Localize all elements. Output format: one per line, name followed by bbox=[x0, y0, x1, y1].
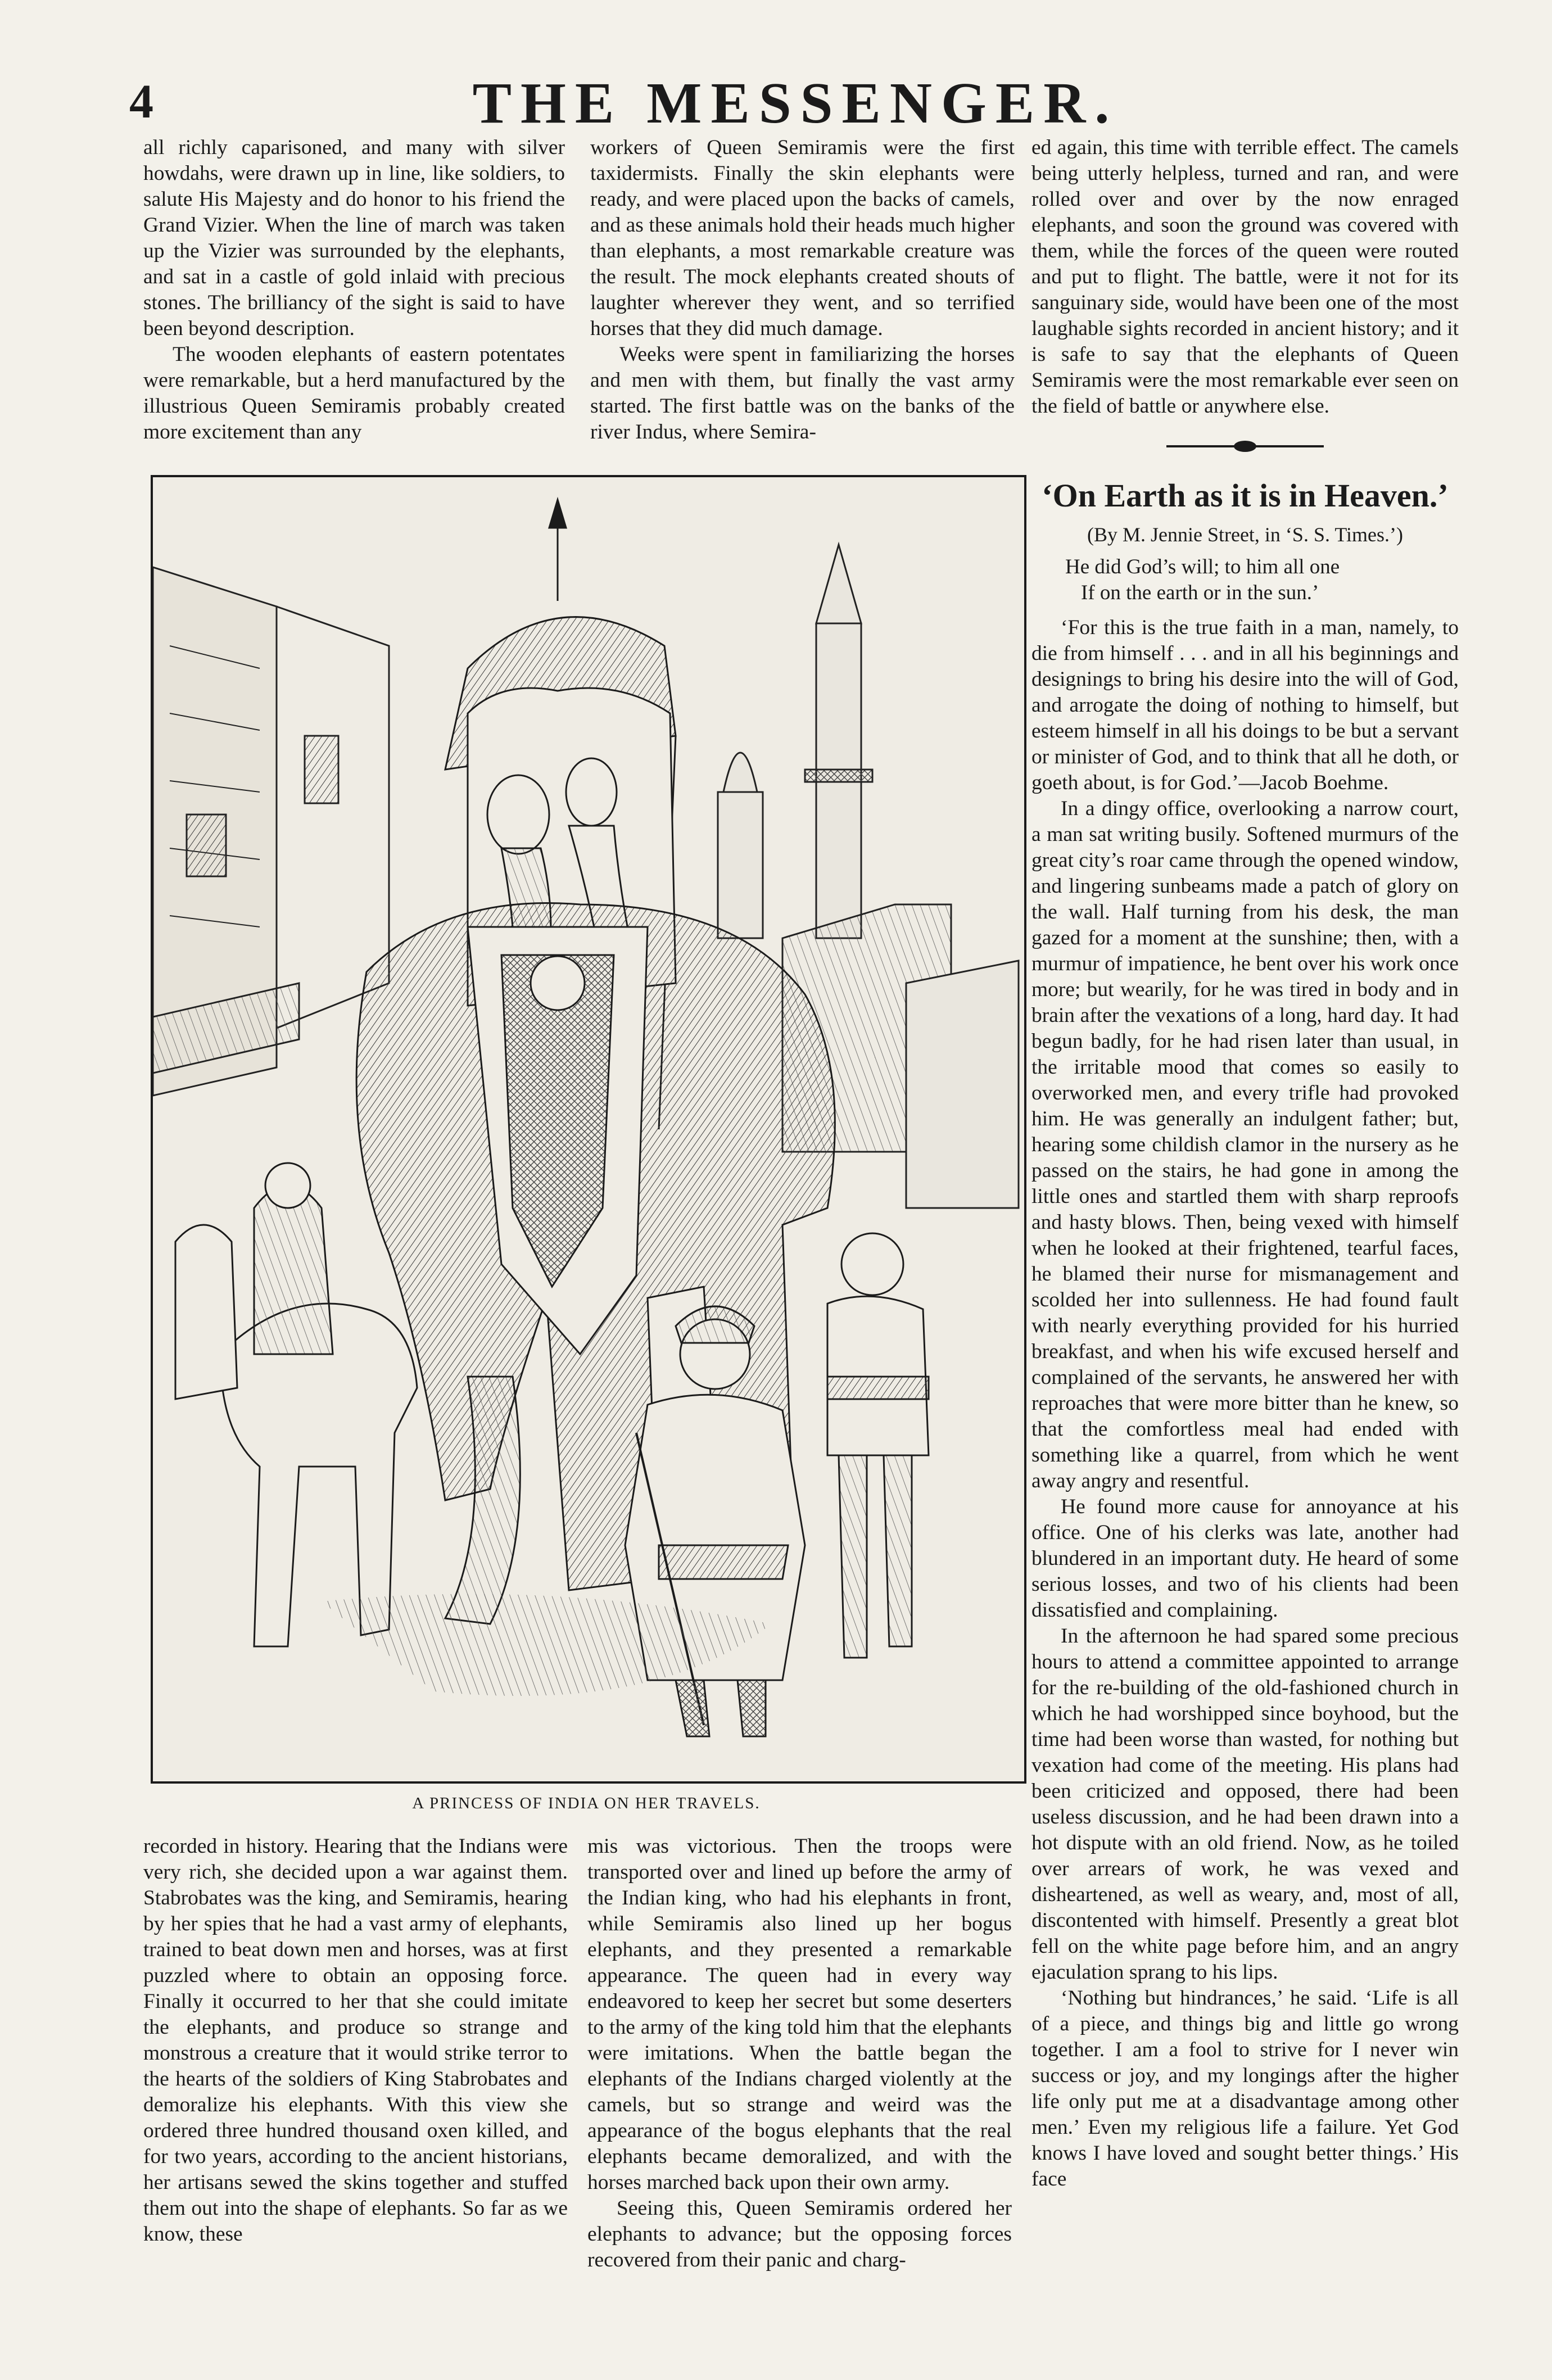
illustration-princess-of-india bbox=[151, 475, 1026, 1784]
column-2-top bbox=[590, 135, 1015, 467]
paragraph: The wooden elephants of eastern potentates were remarkable, but a herd manufactured by the illustrious Queen Semiramis probably created more excitement than any bbox=[143, 343, 565, 444]
paragraph: In a dingy office, overlooking a narrow court, a man sat writing busily. Softened murmurs of the great city’s roar came through the opened window, and lingering sunbeams made a patch of glory on the wall. Half turning from his desk, the man gazed for a moment at the sunshine; then, with a murmur of impatience, he bent over his work once more; but wearily, for he was tired in body and in brain after the vexations of a long, hard day. It had begun badly, for he had risen later than usual, in the irritable mood that comes so easily to overworked men, and every trifle had provoked him. He was generally an indulgent father; but, hearing some childish clamor in the nursery as he passed on the stairs, he had gone in among the little ones and startled them with sharp reproofs and hasty blows. Then, being vexed with himself when he looked at their frightened, tearful faces, he blamed their nurse for mismanagement and scolded her into sullenness. He had found fault with nearly everything provided for his hurried breakfast, and when his wife excused herself and complained of the servants, he answered her with reproaches that were more bitter than he knew, so that the comfortless meal had ended with something like a quarrel, from which he went away angry and resentful. bbox=[1031, 797, 1459, 1492]
article-heading: ‘On Earth as it is in Heaven.’ bbox=[1042, 477, 1449, 514]
verse-line: If on the earth or in the sun.’ bbox=[1081, 581, 1319, 604]
verse-line: He did God’s will; to him all one bbox=[1065, 555, 1340, 578]
paragraph: all richly caparisoned, and many with silver howdahs, were drawn up in line, like soldiers, to salute His Majesty and do honor to his friend the Grand Vizier. When the line of march was taken up the Vizier was surrounded by the elephants, and sat in a castle of gold inlaid with precious stones. The brilliancy of the sight is said to have been beyond description. bbox=[143, 136, 565, 340]
paragraph: In the afternoon he had spared some precious hours to attend a committee appointed to arrange for the re-building of the old-fashioned church in which he had worshipped since boyhood, but the time had been worse than wasted, for nothing but vexation had come of the meeting. His plans had been criticized and opposed, there had been useless discussion, and he had been drawn into a hot dispute with an old friend. Now, as he toiled over arrears of work, he was vexed and disheartened, as well as weary, and, most of all, discontented with himself. Presently a great blot fell on the white page before him, and an angry ejaculation sprang to his lips. bbox=[1031, 1625, 1459, 1984]
column-1-top bbox=[143, 135, 565, 467]
article-column-upper bbox=[1031, 477, 1459, 2191]
article-byline: (By M. Jennie Street, in ‘S. S. Times.’) bbox=[1087, 523, 1404, 546]
paragraph: He found more cause for annoyance at his office. One of his clerks was late, another had blundered in an important duty. He heard of some serious losses, and two of his clients had been dissatisfied and complaining. bbox=[1031, 1495, 1459, 1622]
paragraph: ed again, this time with terrible effect. The camels being utterly helpless, turned and ran, and were rolled over and over by the now enraged elephants, and soon the ground was covered with them, while the forces of the queen were routed and put to flight. The battle, were it not for its sanguinary side, would have been one of the most laughable sights recorded in ancient history; and it is safe to say that the elephants of Queen Semiramis were the most remarkable ever seen on the field of battle or anywhere else. bbox=[1031, 136, 1459, 418]
paragraph: Weeks were spent in familiarizing the horses and men with them, but finally the vast army started. The first battle was on the banks of the river Indus, where Semira- bbox=[590, 343, 1015, 444]
illustration-caption: A PRINCESS OF INDIA ON HER TRAVELS. bbox=[412, 1794, 761, 1812]
paragraph: mis was victorious. Then the troops were transported over and lined up before the army of the Indian king, who had his elephants in front, while Semiramis also lined up her bogus elephants, and they presented a remarkable appearance. The queen had in every way endeavored to keep her secret but some deserters to the army of the king told him that the elephants were imitations. When the battle began the elephants of the Indians charged violently at the camels, but so strange and weird was the appearance of the bogus elephants that the real elephants became demoralized, and with the horses marched back upon their own army. bbox=[587, 1835, 1012, 2194]
paragraph: ‘Nothing but hindrances,’ he said. ‘Life is all of a piece, and things big and little go wrong together. I am a fool to strive for I never win success or joy, and my longings after the higher life only put me at a disadvantage among other men.’ Even my religious life a failure. Yet God knows I have loved and sought better things.’ His face bbox=[1031, 1987, 1459, 2191]
paragraph: workers of Queen Semiramis were the first taxidermists. Finally the skin elephants were ready, and were placed upon the backs of camels, and as these animals hold their heads much higher than elephants, a most remarkable creature was the result. The mock elephants created shouts of laughter wherever they went, and so terrified horses that they did much damage. bbox=[590, 136, 1015, 340]
column-2-bottom bbox=[587, 1834, 1012, 2340]
engraving-drawing bbox=[153, 477, 1024, 1781]
column-3-top bbox=[1031, 135, 1459, 472]
page-number: 4 bbox=[129, 74, 153, 128]
masthead bbox=[129, 73, 1461, 135]
section-divider bbox=[1166, 445, 1324, 447]
newspaper-title: THE MESSENGER. bbox=[472, 71, 1119, 135]
column-1-bottom bbox=[143, 1834, 568, 2340]
paragraph: recorded in history. Hearing that the Indians were very rich, she decided upon a war against them. Stabrobates was the king, and Semiramis, hearing by her spies that he had a vast army of elephants, trained to beat down men and horses, was at first puzzled where to obtain an opposing force. Finally it occurred to her that she could imitate the elephants, and produce so strange and monstrous a creature that it would strike terror to the hearts of the soldiers of King Stabrobates and demoralize his elephants. With this view she ordered three hundred thousand oxen killed, and for two years, according to the ancient historians, her artisans sewed the skins together and stuffed them out into the shape of elephants. So far as we know, these bbox=[143, 1835, 568, 2246]
epigraph-verse bbox=[1031, 554, 1459, 606]
paragraph: Seeing this, Queen Semiramis ordered her elephants to advance; but the opposing forces recovered from their panic and charg- bbox=[587, 2197, 1012, 2272]
epigraph-quote: ‘For this is the true faith in a man, namely, to die from himself . . . and in all his beginnings and designings to bring his desire into the will of God, and arrogate the doing of nothing to himself, but esteem himself in all his doings to be but a servant or minister of God, and to think that all he doth, or goeth about, is for God.’—Jacob Boehme. bbox=[1031, 616, 1459, 794]
